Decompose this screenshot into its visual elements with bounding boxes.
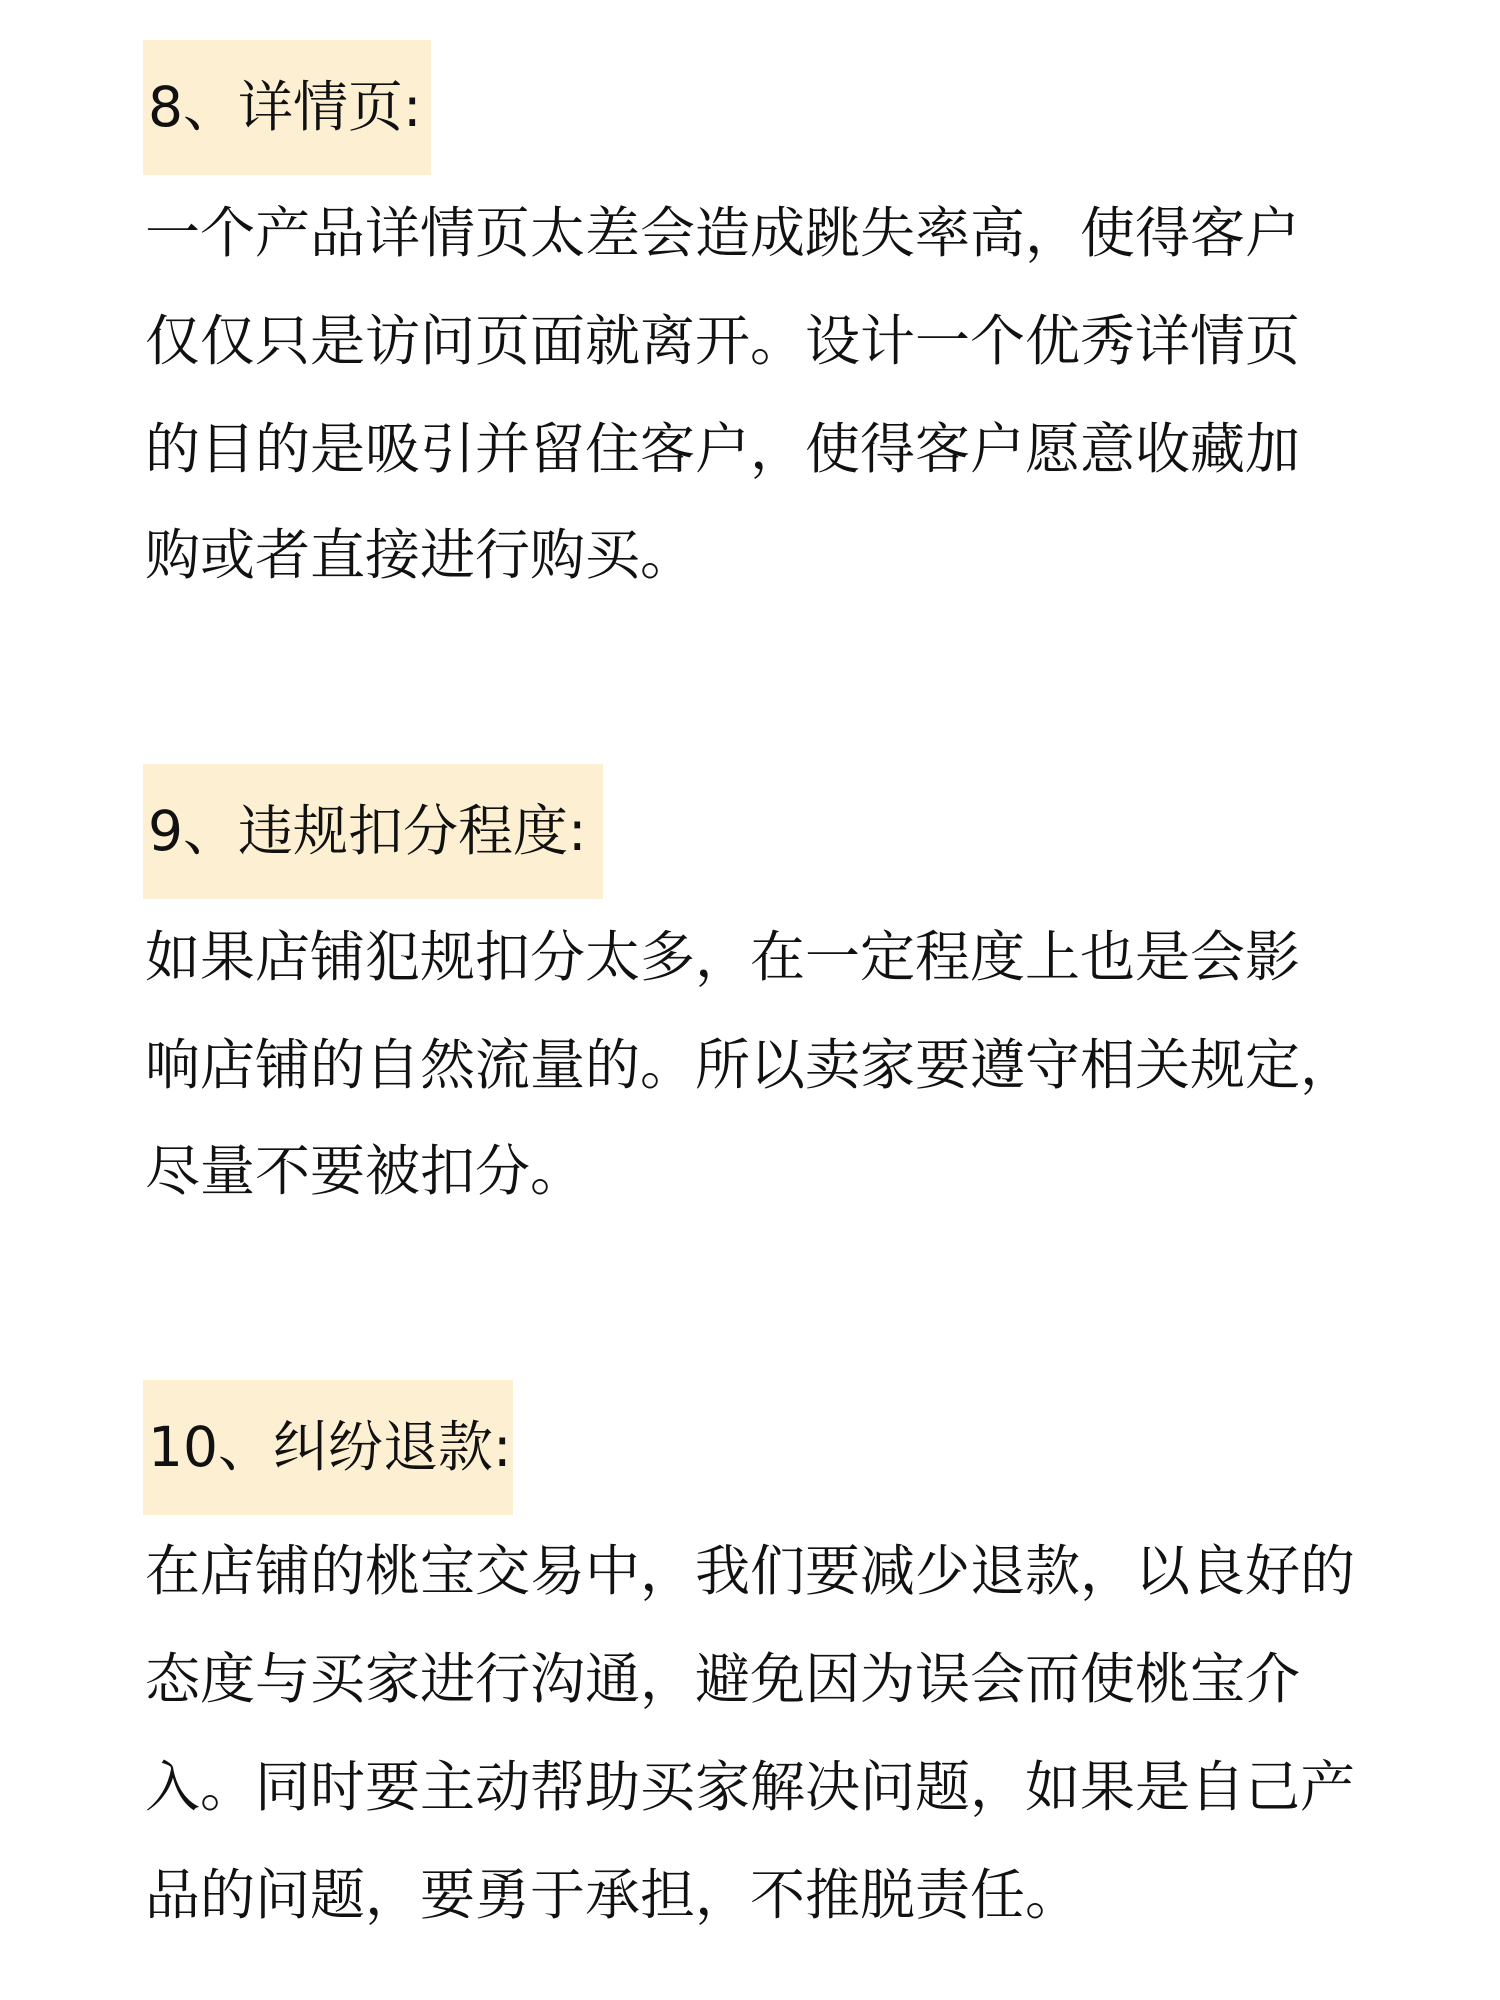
section-8-heading: 8、详情页:: [143, 40, 431, 175]
section-10-heading: 10、纠纷退款:: [143, 1380, 513, 1515]
section-10-line-4: 品的问题，要勇于承担，不推脱责任。: [145, 1863, 1081, 1927]
section-10-line-2: 态度与买家进行沟通，避免因为误会而使桃宝介: [145, 1647, 1301, 1711]
section-8-line-4: 购或者直接进行购买。: [145, 523, 696, 587]
section-8-line-3: 的目的是吸引并留住客户，使得客户愿意收藏加: [145, 417, 1301, 481]
section-9-line-3: 尽量不要被扣分。: [145, 1139, 586, 1203]
section-9-heading: 9、违规扣分程度:: [143, 764, 603, 899]
section-9-line-2: 响店铺的自然流量的。所以卖家要遵守相关规定，: [145, 1033, 1356, 1097]
section-10-line-3: 入。同时要主动帮助买家解决问题，如果是自己产: [145, 1755, 1356, 1819]
section-10-line-1: 在店铺的桃宝交易中，我们要减少退款，以良好的: [145, 1539, 1356, 1603]
section-9-line-1: 如果店铺犯规扣分太多，在一定程度上也是会影: [145, 925, 1301, 989]
section-8-line-1: 一个产品详情页太差会造成跳失率高，使得客户: [145, 201, 1301, 265]
section-8-line-2: 仅仅只是访问页面就离开。设计一个优秀详情页: [145, 309, 1301, 373]
